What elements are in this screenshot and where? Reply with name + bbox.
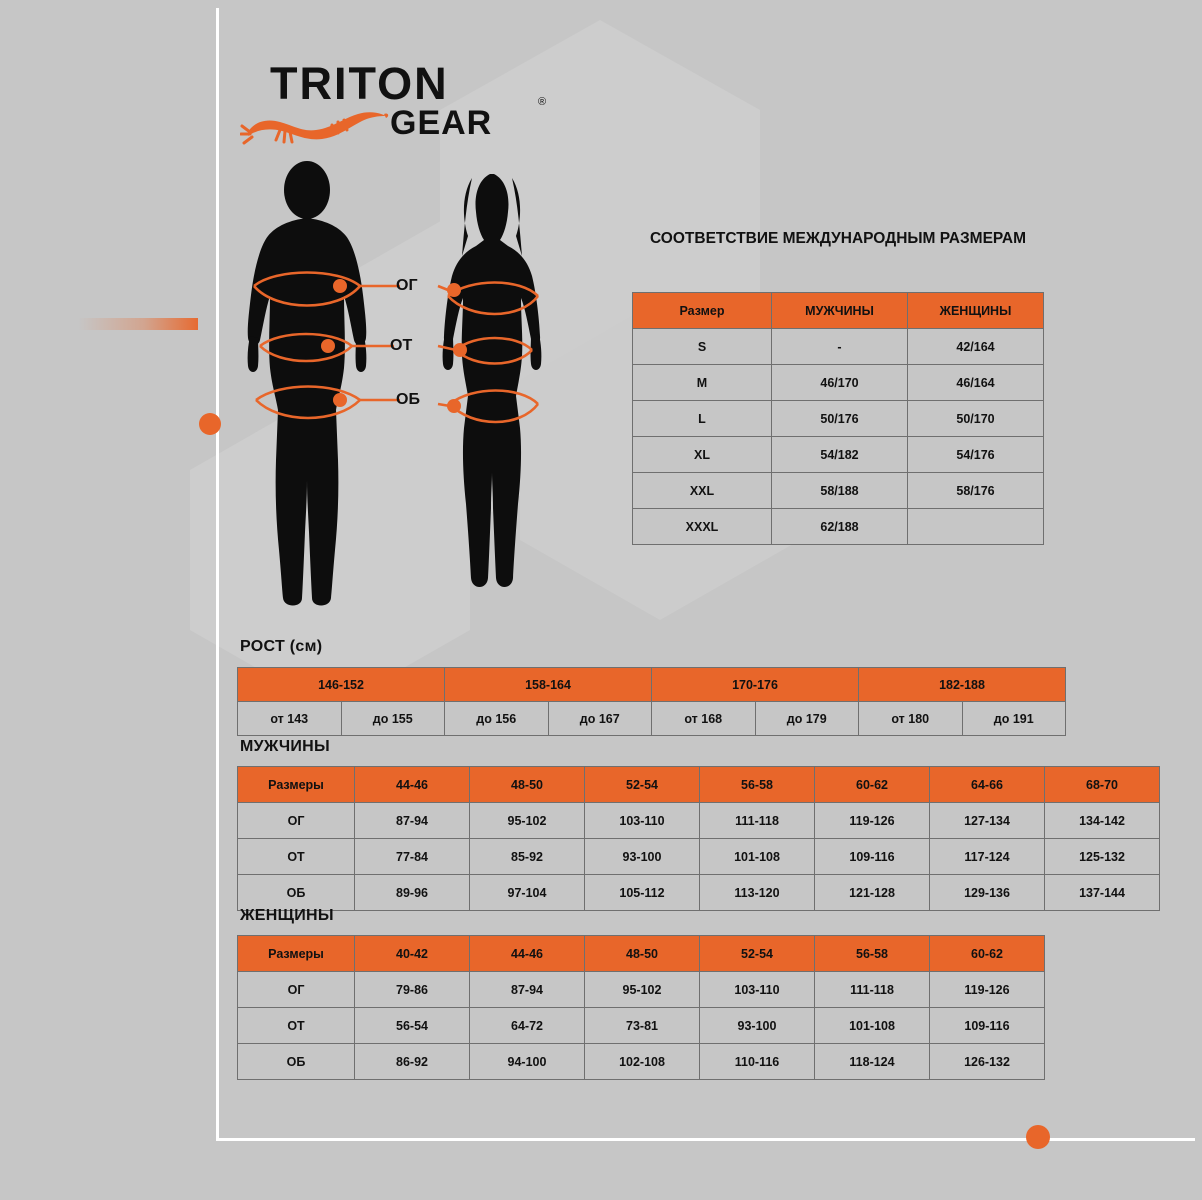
cell: ОБ — [238, 1044, 355, 1080]
brand-sub: GEAR — [390, 104, 493, 142]
men-header-5: 60-62 — [815, 767, 930, 803]
cell: 64-72 — [470, 1008, 585, 1044]
cell: 102-108 — [585, 1044, 700, 1080]
cell: 89-96 — [355, 875, 470, 911]
cell: 86-92 — [355, 1044, 470, 1080]
cell: M — [633, 365, 772, 401]
men-header-7: 68-70 — [1045, 767, 1160, 803]
cell: 62/188 — [772, 509, 908, 545]
cell: 103-110 — [585, 803, 700, 839]
table-row — [238, 1008, 1045, 1044]
table-row — [633, 509, 1044, 545]
cell: 77-84 — [355, 839, 470, 875]
cell: 101-108 — [700, 839, 815, 875]
cell: от 180 — [859, 702, 963, 736]
cell: ОТ — [238, 839, 355, 875]
cell: до 179 — [755, 702, 859, 736]
women-header-5: 56-58 — [815, 936, 930, 972]
women-header-3: 48-50 — [585, 936, 700, 972]
intl-header-0: Размер — [633, 293, 772, 329]
table-row — [238, 702, 1066, 736]
registered-mark: ® — [538, 96, 547, 108]
cell: 73-81 — [585, 1008, 700, 1044]
cell: 58/176 — [908, 473, 1044, 509]
table-header-row — [238, 936, 1045, 972]
cell: ОГ — [238, 803, 355, 839]
table-header-row — [238, 668, 1066, 702]
table-row — [633, 401, 1044, 437]
cell: - — [772, 329, 908, 365]
table-row — [633, 473, 1044, 509]
cell: ОТ — [238, 1008, 355, 1044]
orange-dot-bottom — [1026, 1125, 1050, 1149]
men-header-3: 52-54 — [585, 767, 700, 803]
cell: 101-108 — [815, 1008, 930, 1044]
height-table — [237, 667, 1066, 736]
cell: 50/176 — [772, 401, 908, 437]
cell: 79-86 — [355, 972, 470, 1008]
cell: 118-124 — [815, 1044, 930, 1080]
label-waist: ОТ — [390, 337, 413, 354]
brand-logo — [240, 58, 560, 148]
international-sizes-title: СООТВЕТСТВИЕ МЕЖДУНАРОДНЫМ РАЗМЕРАМ — [650, 230, 1026, 247]
label-chest: ОГ — [396, 277, 418, 294]
table-row — [238, 875, 1160, 911]
cell: 95-102 — [470, 803, 585, 839]
cell: до 155 — [341, 702, 445, 736]
international-sizes-table — [632, 292, 1044, 545]
table-header-row — [238, 767, 1160, 803]
cell: 56-54 — [355, 1008, 470, 1044]
cell: 119-126 — [815, 803, 930, 839]
cell: 134-142 — [1045, 803, 1160, 839]
men-section-title: МУЖЧИНЫ — [240, 738, 330, 755]
cell: ОГ — [238, 972, 355, 1008]
height-group-3: 182-188 — [859, 668, 1066, 702]
intl-header-2: ЖЕНЩИНЫ — [908, 293, 1044, 329]
cell: XL — [633, 437, 772, 473]
cell: 94-100 — [470, 1044, 585, 1080]
cell: до 156 — [445, 702, 549, 736]
male-silhouette — [248, 161, 367, 606]
cell: 125-132 — [1045, 839, 1160, 875]
table-row — [633, 365, 1044, 401]
height-group-1: 158-164 — [445, 668, 652, 702]
cell: S — [633, 329, 772, 365]
height-section-title: РОСТ (см) — [240, 638, 323, 655]
table-row — [238, 972, 1045, 1008]
cell: 93-100 — [700, 1008, 815, 1044]
cell: 126-132 — [930, 1044, 1045, 1080]
cell: 46/170 — [772, 365, 908, 401]
orange-smear-decoration — [78, 318, 198, 330]
cell: 111-118 — [815, 972, 930, 1008]
cell: 50/170 — [908, 401, 1044, 437]
orange-dot-left — [199, 413, 221, 435]
cell: L — [633, 401, 772, 437]
cell: 58/188 — [772, 473, 908, 509]
cell: от 143 — [238, 702, 342, 736]
intl-header-1: МУЖЧИНЫ — [772, 293, 908, 329]
cell: 111-118 — [700, 803, 815, 839]
men-header-2: 48-50 — [470, 767, 585, 803]
cell: 54/176 — [908, 437, 1044, 473]
table-row — [238, 1044, 1045, 1080]
table-header-row — [633, 293, 1044, 329]
cell: до 191 — [962, 702, 1066, 736]
table-row — [633, 437, 1044, 473]
cell: 54/182 — [772, 437, 908, 473]
cell: 95-102 — [585, 972, 700, 1008]
women-section-title: ЖЕНЩИНЫ — [240, 907, 334, 924]
label-hips: ОБ — [396, 391, 420, 408]
cell: 117-124 — [930, 839, 1045, 875]
women-header-6: 60-62 — [930, 936, 1045, 972]
cell: 46/164 — [908, 365, 1044, 401]
cell: 121-128 — [815, 875, 930, 911]
table-row — [238, 839, 1160, 875]
cell: 109-116 — [930, 1008, 1045, 1044]
women-header-4: 52-54 — [700, 936, 815, 972]
men-header-6: 64-66 — [930, 767, 1045, 803]
cell: 87-94 — [355, 803, 470, 839]
cell: 93-100 — [585, 839, 700, 875]
cell: 119-126 — [930, 972, 1045, 1008]
brand-name: TRITON — [270, 58, 449, 109]
men-header-4: 56-58 — [700, 767, 815, 803]
table-row — [633, 329, 1044, 365]
cell: 137-144 — [1045, 875, 1160, 911]
body-measurement-figures — [232, 160, 592, 630]
cell: от 168 — [652, 702, 756, 736]
women-header-2: 44-46 — [470, 936, 585, 972]
women-header-0: Размеры — [238, 936, 355, 972]
cell: до 167 — [548, 702, 652, 736]
cell: 127-134 — [930, 803, 1045, 839]
cell: 103-110 — [700, 972, 815, 1008]
cell: 109-116 — [815, 839, 930, 875]
cell: 87-94 — [470, 972, 585, 1008]
female-silhouette — [443, 174, 542, 587]
men-sizes-table — [237, 766, 1160, 911]
cell — [908, 509, 1044, 545]
cell: XXXL — [633, 509, 772, 545]
cell: 42/164 — [908, 329, 1044, 365]
cell: XXL — [633, 473, 772, 509]
cell: 110-116 — [700, 1044, 815, 1080]
cell: 129-136 — [930, 875, 1045, 911]
height-group-0: 146-152 — [238, 668, 445, 702]
men-header-1: 44-46 — [355, 767, 470, 803]
height-group-2: 170-176 — [652, 668, 859, 702]
cell: 105-112 — [585, 875, 700, 911]
cell: 85-92 — [470, 839, 585, 875]
cell: 97-104 — [470, 875, 585, 911]
table-row — [238, 803, 1160, 839]
women-header-1: 40-42 — [355, 936, 470, 972]
cell: ОБ — [238, 875, 355, 911]
women-sizes-table — [237, 935, 1045, 1080]
cell: 113-120 — [700, 875, 815, 911]
men-header-0: Размеры — [238, 767, 355, 803]
